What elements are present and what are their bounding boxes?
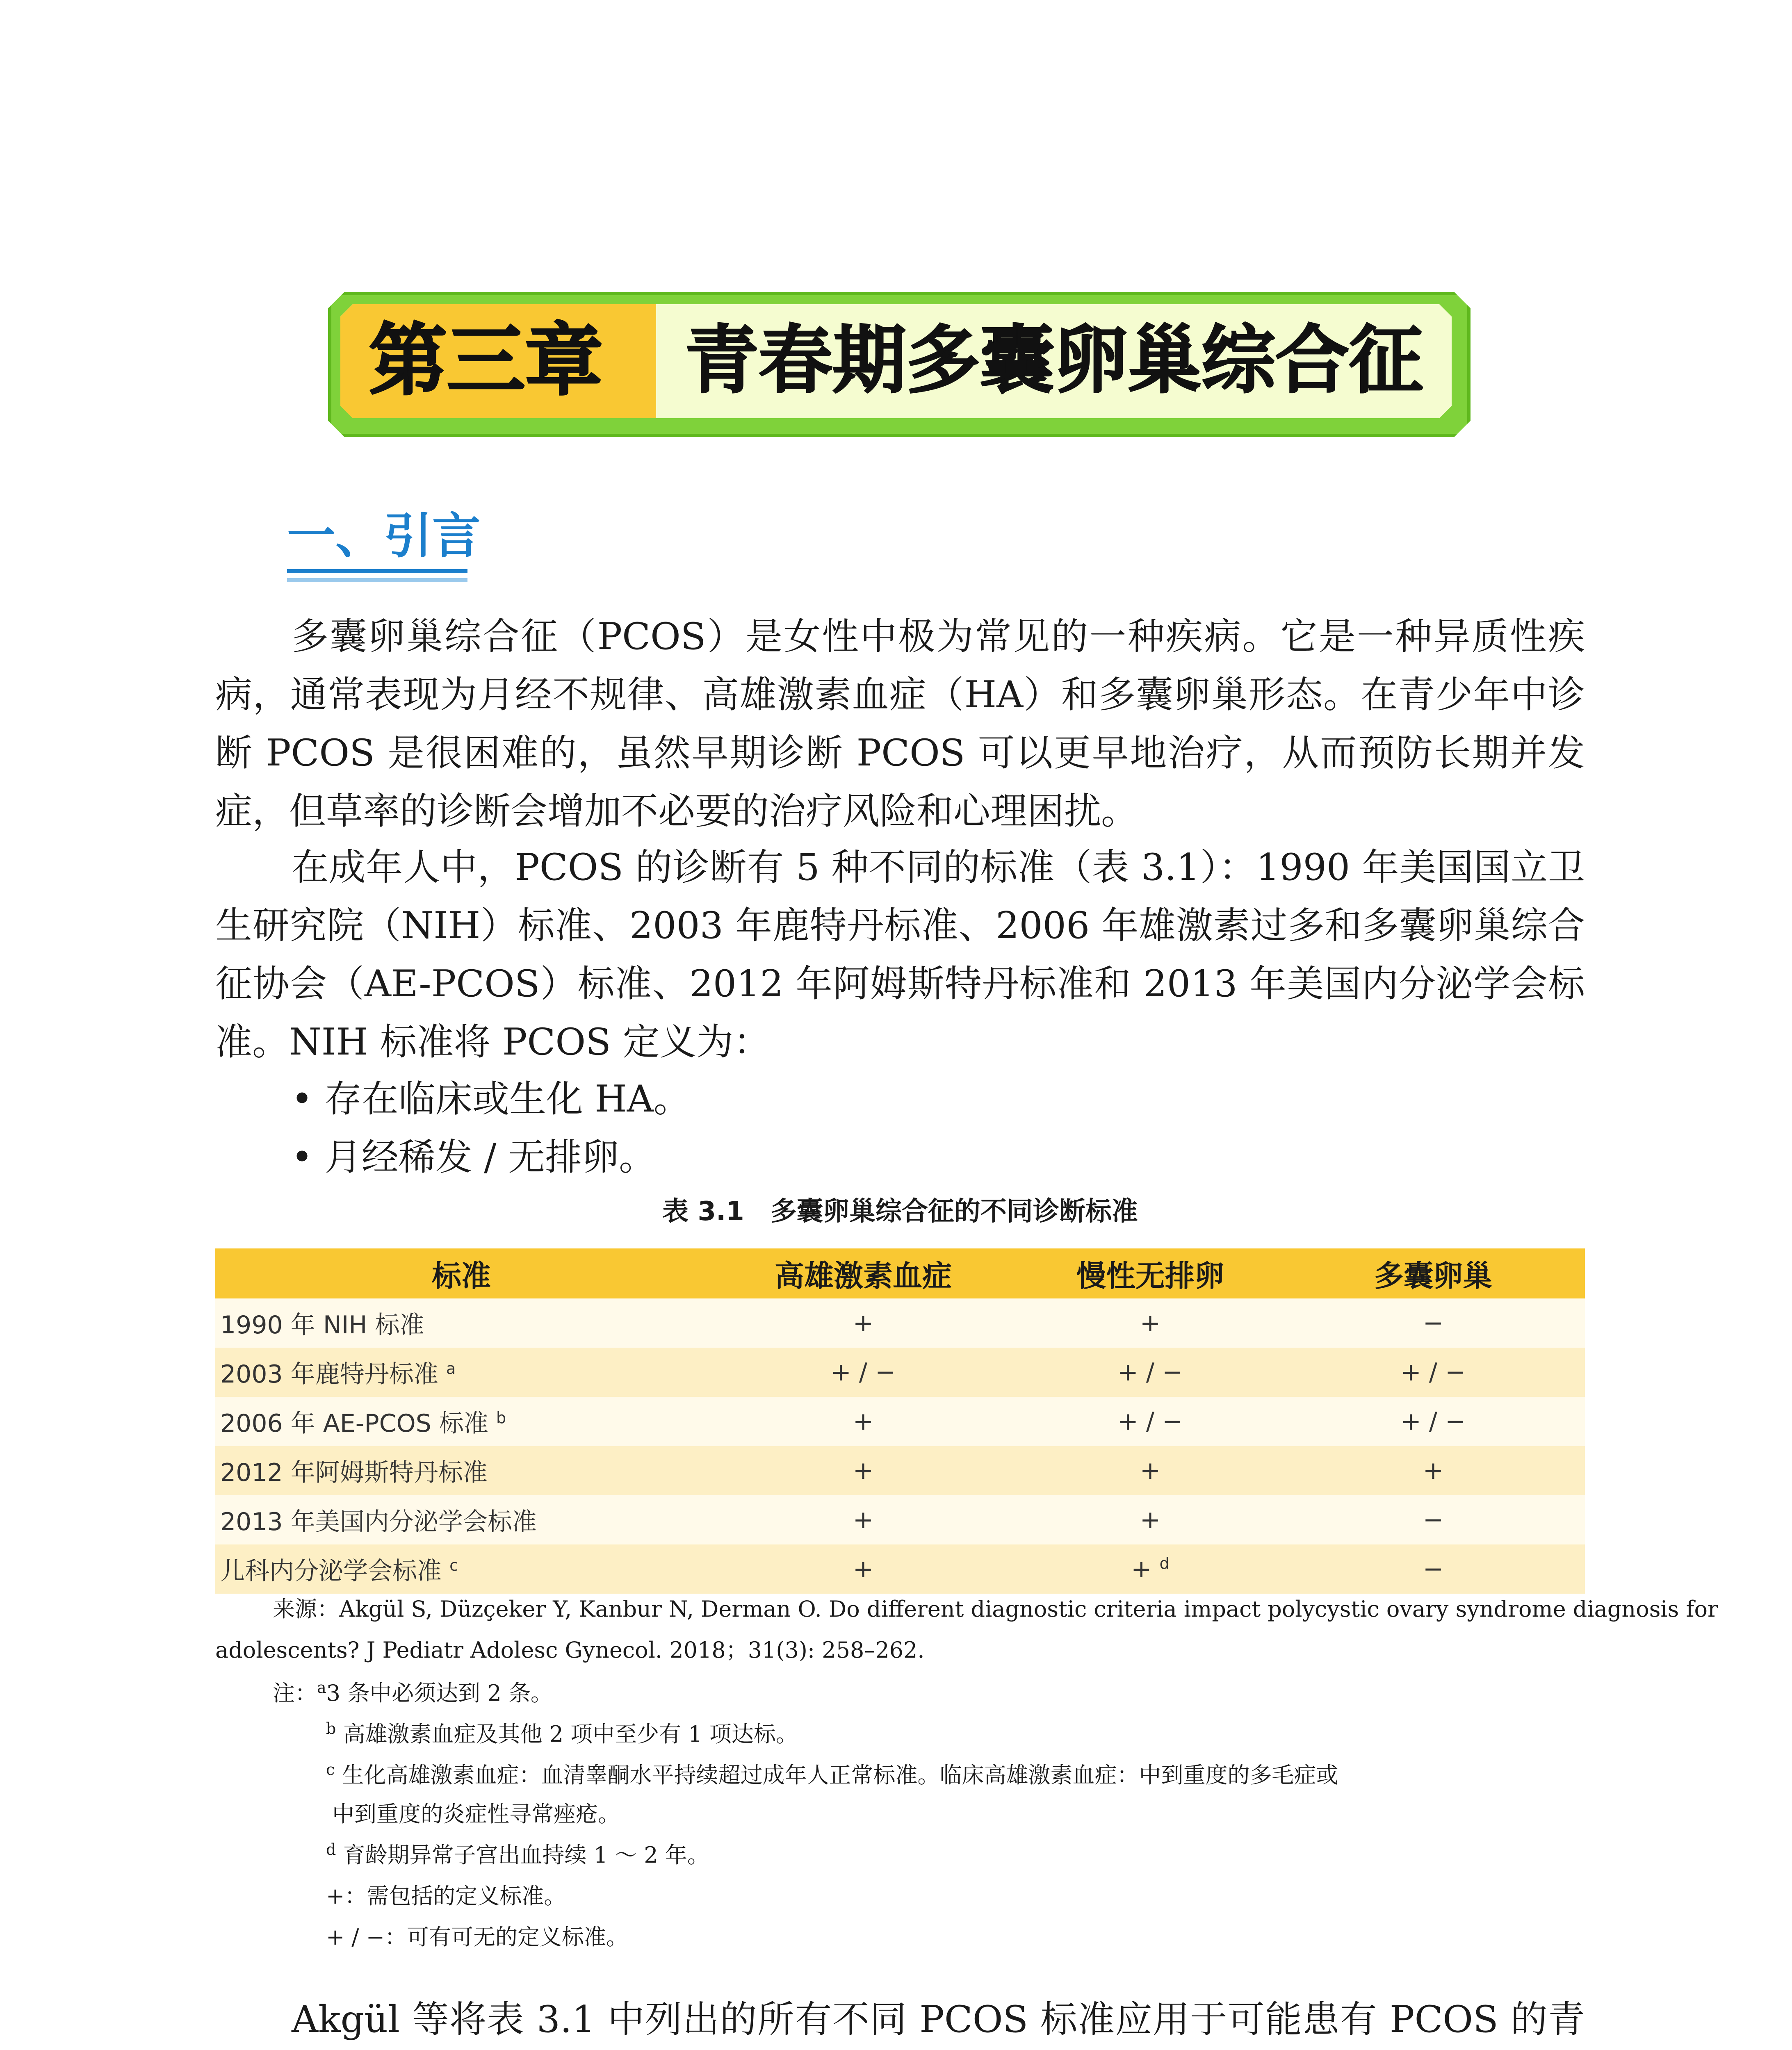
note-label: 注： [273,1680,317,1706]
anovulation-value: + [1019,1495,1281,1544]
note-text: 3 条中必须达到 2 条。 [326,1680,553,1706]
ha-value: + [707,1446,1019,1495]
paragraph-akgul: Akgül 等将表 3.1 中列出的所有不同 PCOS 标准应用于可能患有 PCOS 的青 [292,1998,1585,2041]
anovulation-value: + [1019,1446,1281,1495]
anovulation-value: + / − [1019,1348,1281,1397]
source-line: adolescents? J Pediatr Adolesc Gynecol. 2018；31(3): 258–262. [215,1637,925,1663]
note-c [326,1757,1338,1794]
table-header-row [215,1248,1585,1298]
table-row [215,1446,1585,1495]
note-text: 生化高雄激素血症：血清睾酮水平持续超过成年人正常标准。临床高雄激素血症：中到重度的多毛症或 [342,1762,1338,1788]
ha-value: + [707,1544,1019,1594]
anovulation-value: + / − [1019,1397,1281,1446]
ha-value: + [707,1495,1019,1544]
footnote-mark: d [1159,1554,1170,1572]
criterion-name: 2006 年 AE-PCOS 标准 [220,1409,488,1438]
criterion-name: 2003 年鹿特丹标准 [220,1360,438,1389]
note-plus: +：需包括的定义标准。 [326,1883,566,1909]
pco-value: + [1281,1446,1585,1495]
chapter-arrow-icon [623,340,648,381]
table-row [215,1544,1585,1594]
ha-value: + [707,1397,1019,1446]
table-caption: 表 3.1 多囊卵巢综合征的不同诊断标准 [662,1196,1138,1227]
note-b [326,1716,798,1753]
footnote-mark: d [326,1840,336,1859]
pco-value: + / − [1281,1348,1585,1397]
footnote-mark: b [496,1409,506,1427]
note-text: 高雄激素血症及其他 2 项中至少有 1 项达标。 [343,1721,798,1747]
header-polycystic-ovary: 多囊卵巢 [1281,1248,1585,1298]
footnote-mark: a [446,1360,456,1378]
footnote-mark: c [326,1761,335,1779]
chapter-number: 第三章 [369,315,603,406]
anovulation-value: + [1131,1555,1152,1583]
footnote-mark: a [317,1679,326,1697]
footnote-mark: c [449,1556,458,1574]
table-row [215,1298,1585,1348]
source-line: 来源：Akgül S, Düzçeker Y, Kanbur N, Derman O. Do different diagnostic criteria impact polycystic ovary syndrome diagnosis for [273,1596,1718,1622]
bullet-item: • 存在临床或生化 HA。 [291,1077,691,1121]
criterion-name: 2012 年阿姆斯特丹标准 [220,1458,488,1487]
note-c-continued: 中到重度的炎症性寻常痤疮。 [332,1801,620,1827]
note-plus-minus: + / −：可有可无的定义标准。 [326,1924,629,1950]
table-row [215,1495,1585,1544]
table-row [215,1348,1585,1397]
chapter-title: 青春期多囊卵巢综合征 [685,318,1423,403]
criterion-name: 2013 年美国内分泌学会标准 [220,1508,537,1536]
paragraph-criteria: 在成年人中，PCOS 的诊断有 5 种不同的标准（表 3.1）：1990 年美国国立卫生研究院（NIH）标准、2003 年鹿特丹标准、2006 年雄激素过多和多囊卵巢综合征协会（AE-PCOS）标准、2012 年阿姆斯特丹标准和 2013 年美国内分泌学会标准。NIH 标准将 PCOS 定义为： [215,846,1585,1064]
pco-value: + / − [1281,1397,1585,1446]
pco-value: − [1281,1495,1585,1544]
footnote-mark: b [326,1720,336,1738]
header-anovulation: 慢性无排卵 [1019,1248,1281,1298]
header-criterion: 标准 [215,1248,707,1298]
criteria-table [215,1248,1585,1594]
note-text: 育龄期异常子宫出血持续 1 ～ 2 年。 [343,1842,709,1868]
ha-value: + [707,1298,1019,1348]
header-hyperandrogenism: 高雄激素血症 [707,1248,1019,1298]
criterion-name: 儿科内分泌学会标准 [220,1557,442,1585]
pco-value: − [1281,1298,1585,1348]
anovulation-value: + [1019,1298,1281,1348]
bullet-item: • 月经稀发 / 无排卵。 [291,1136,656,1179]
section-heading: 一、引言 [287,508,481,564]
pco-value: − [1281,1544,1585,1594]
section-underline-light [287,578,467,582]
ha-value: + / − [707,1348,1019,1397]
section-underline [287,569,467,573]
note-d [326,1837,709,1874]
paragraph-intro: 多囊卵巢综合征（PCOS）是女性中极为常见的一种疾病。它是一种异质性疾病，通常表现为月经不规律、高雄激素血症（HA）和多囊卵巢形态。在青少年中诊断 PCOS 是很困难的，虽然早期诊断 PCOS 可以更早地治疗，从而预防长期并发症，但草率的诊断会增加不必要的治疗风险和心理困扰。 [215,615,1585,833]
criterion-name: 1990 年 NIH 标准 [220,1311,424,1339]
table-row [215,1397,1585,1446]
note-a [273,1675,553,1712]
